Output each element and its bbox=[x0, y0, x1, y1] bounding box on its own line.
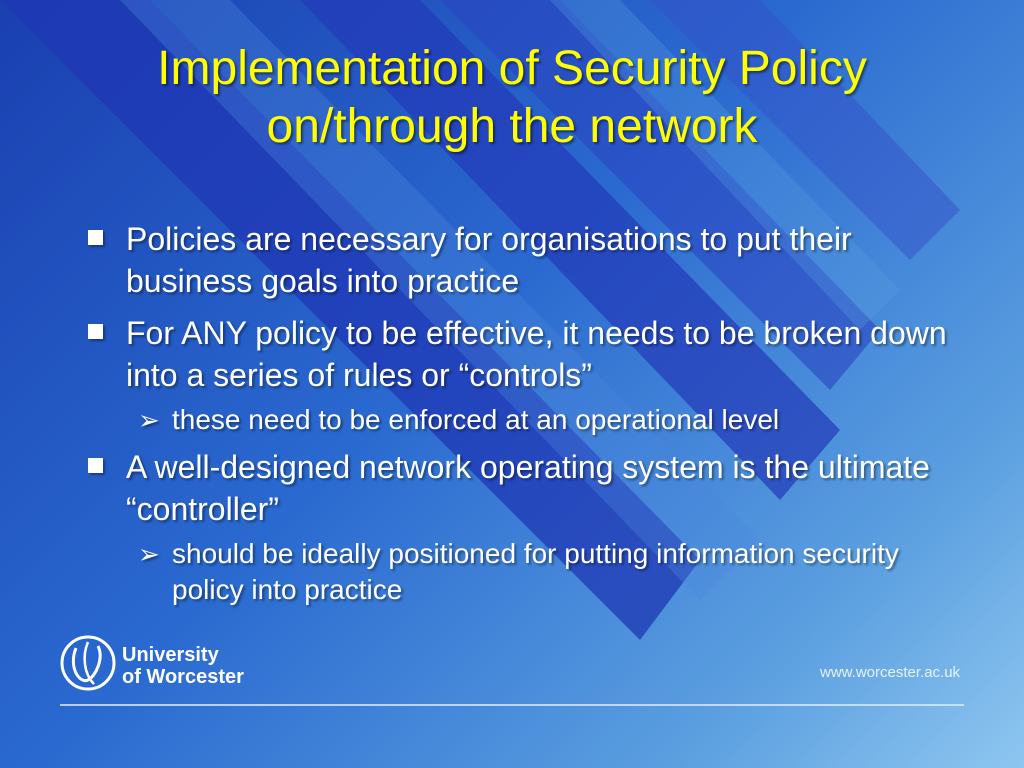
square-bullet-icon bbox=[88, 230, 103, 245]
bullet-item bbox=[88, 312, 968, 396]
footer-url: www.worcester.ac.uk bbox=[820, 664, 961, 681]
bullet-item bbox=[88, 218, 968, 302]
logo-text-line-2: of Worcester bbox=[122, 666, 244, 688]
sub-bullet-item bbox=[138, 536, 968, 608]
sub-bullet-text: these need to be enforced at an operational level bbox=[172, 404, 780, 435]
square-bullet-icon bbox=[88, 458, 103, 473]
university-emblem-icon bbox=[58, 632, 118, 694]
slide-title bbox=[40, 40, 984, 156]
bullet-list bbox=[88, 218, 968, 616]
sub-bullet-text: should be ideally positioned for putting information security policy into practice bbox=[172, 538, 899, 605]
university-logo bbox=[58, 632, 258, 702]
arrow-bullet-icon: ➢ bbox=[138, 539, 160, 569]
bullet-item bbox=[88, 446, 968, 530]
footer-divider bbox=[60, 704, 964, 706]
square-bullet-icon bbox=[88, 324, 103, 339]
bullet-text: A well-designed network operating system is the ultimate “controller” bbox=[126, 449, 930, 527]
bullet-text: For ANY policy to be effective, it needs to be broken down into a series of rules or “controls” bbox=[126, 315, 947, 393]
sub-bullet-item bbox=[138, 402, 968, 438]
logo-text-line-1: University bbox=[122, 644, 219, 666]
arrow-bullet-icon: ➢ bbox=[138, 405, 160, 435]
title-line-2: on/through the network bbox=[266, 100, 758, 153]
title-line-1: Implementation of Security Policy bbox=[157, 42, 867, 95]
bullet-text: Policies are necessary for organisations to put their business goals into practice bbox=[126, 221, 852, 299]
